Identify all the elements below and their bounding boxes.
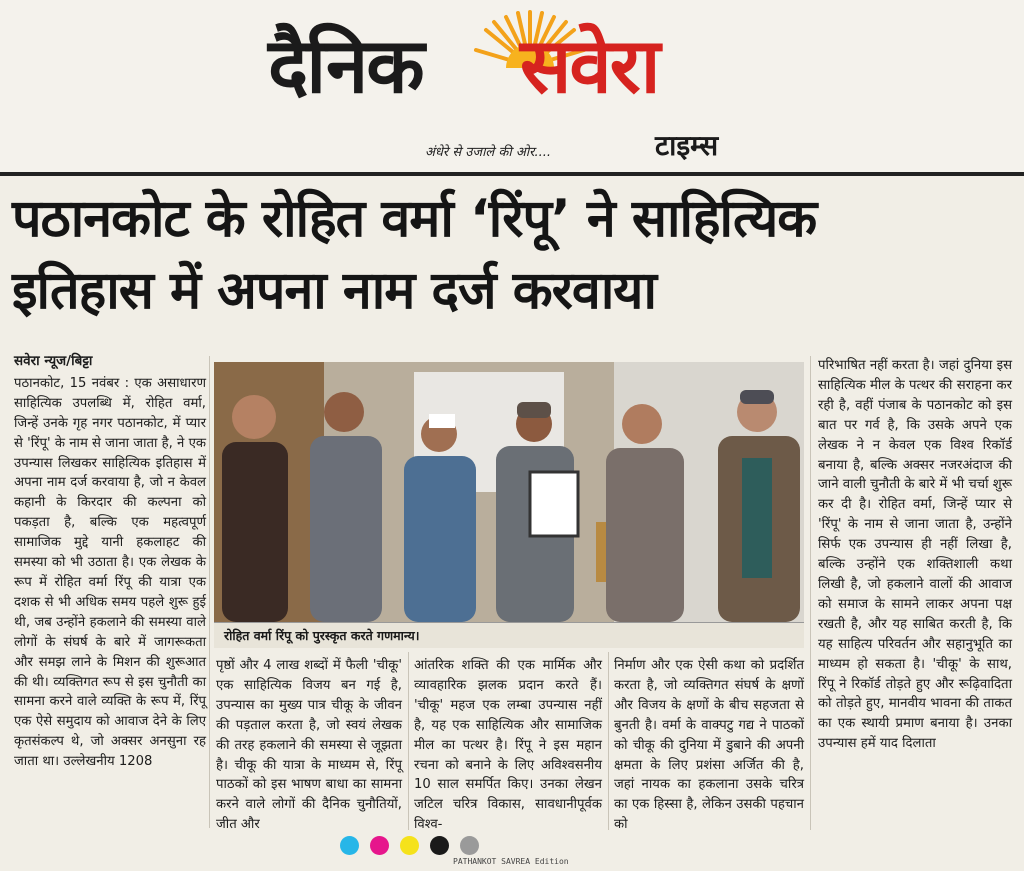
masthead-tagline: अंधेरे से उजाले की ओर.... (425, 145, 552, 160)
award-photo (214, 362, 804, 622)
masthead-name-dainik: दैनिक (268, 21, 423, 110)
magenta-dot-icon (370, 836, 389, 855)
article-column-1-text: पठानकोट, 15 नवंबर : एक असाधारण साहित्यिक उपलब्धि में, रोहित वर्मा, जिन्हें उनके गृह नगर पठानकोट, में प्यार से 'रिंपू' के नाम से जाना जाता है, ने एक उपन्यास लिखकर साहित्यिक इतिहास में अपना नाम दर्ज करवाया है, जो न केवल कहानी के किरदार की कल्पना को पकड़ता है, बल्कि एक महत्वपूर्ण सामाजिक मुद्दे यानी हकलाहट की समस्या को भी उठाता है। एक लेखक के रूप में रोहित वर्मा रिंपू की यात्रा एक दशक से भी अधिक समय पहले शुरू हुई थी, जब उन्होंने हकलाने की समस्या वाले लोगों के संघर्ष के बारे में जागरूकता और समझ लाने के मिशन की शुरूआत की थी। व्यक्तिगत रूप से इस चुनौती का सामना करने वाले व्यक्ति के रूप में, रिंपू एक ऐसे समुदाय को आवाज देने के लिए कृतसंकल्प थे, जो अक्सर अनसुना रह जाता था। उल्लेखनीय 1208 (14, 375, 206, 770)
cyan-dot-icon (340, 836, 359, 855)
registration-marks (340, 836, 490, 856)
masthead-rule (0, 172, 1024, 176)
column-divider (209, 356, 210, 828)
masthead (0, 0, 1024, 172)
black-dot-icon (430, 836, 449, 855)
article-column-2: पृष्ठों और 4 लाख शब्दों में फैली 'चीकू' एक साहित्यिक विजय बन गई है, उपन्यास का मुख्य पात्र चीकू के जीवन की पड़ताल करता है, जो स्वयं लेखक की तरह हकलाने की समस्या से जूझता है। चीकू की यात्रा के माध्यम से, रिंपू पाठकों को इस भाषण बाधा का सामना करने वाले लोगों की दैनिक चुनौतियों, जीत और (216, 658, 402, 833)
yellow-dot-icon (400, 836, 419, 855)
gray-dot-icon (460, 836, 479, 855)
column-divider (408, 652, 409, 830)
article-column-4: निर्माण और एक ऐसी कथा को प्रदर्शित करता है, जो व्यक्तिगत संघर्ष के क्षणों और विजय के क्षणों के बीच सहजता से बुनती है। वर्मा के वाक्पटु गद्य ने पाठकों को चीकू की दुनिया में डुबाने की अपनी क्षमता के लिए प्रशंसा अर्जित की है, जहां नायक का हकलाना उसके चरित्र का एक हिस्सा है, लेकिन उसकी पहचान को (614, 658, 804, 833)
article-column-1 (14, 352, 206, 832)
masthead-name-savera: सवेरा (520, 21, 659, 110)
byline: सवेरा न्यूज/बिट्टा (14, 353, 93, 369)
column-divider (810, 356, 811, 830)
headline-line-2: इतिहास में अपना नाम दर्ज करवाया (12, 261, 656, 322)
headline (12, 190, 1012, 320)
masthead-times: टाइम्स (655, 129, 719, 162)
headline-line-1: पठानकोट के रोहित वर्मा ‘रिंपू’ ने साहित्यिक (12, 189, 817, 249)
article-column-3: आंतरिक शक्ति की एक मार्मिक और व्यावहारिक झलक प्रदान करते हैं। 'चीकू' महज एक लम्बा उपन्यास नहीं है, यह एक साहित्यिक और सामाजिक मील का पत्थर है। रिंपू ने इस महान रचना को बनाने के लिए अविश्वसनीय 10 साल समर्पित किए। उनका लेखन जटिल चरित्र विकास, सावधानीपूर्वक विश्व- (414, 658, 602, 833)
article-column-5: परिभाषित नहीं करता है। जहां दुनिया इस साहित्यिक मील के पत्थर की सराहना कर रही है, वहीं पंजाब के पठानकोट को इस बात पर गर्व है, कि उसके अपने एक लेखक ने न केवल एक विश्व रिकॉर्ड बनाया है, बल्कि अक्सर नजरअंदाज की जाने वाली चुनौती के बारे में भी चर्चा शुरू कर दी है। रोहित वर्मा, जिन्हें प्यार से 'रिंपू' के नाम से जाना जाता है, उन्होंने सिर्फ एक उपन्यास ही नहीं लिखा है, बल्कि उन्होंने एक शक्तिशाली कथा लिखी है, जो हकलाने वालों की आवाज को समाज के सामने लाकर अपना पक्ष रखती है, और यह साबित करती है, कि यह साहित्य परिवर्तन और सहानुभूति का माध्यम हो सकता है। 'चीकू' के साथ, रिंपू ने रिकॉर्ड तोड़ते हुए और रूढ़िवादिता को तोड़ते हुए, मानवीय भावना की ताकत का एक स्थायी प्रमाण बनाया है। उनका उपन्यास हमें याद दिलाता (818, 358, 1012, 752)
column-divider (608, 652, 609, 830)
photo-caption: रोहित वर्मा रिंपू को पुरस्कृत करते गणमान्य। (214, 622, 804, 648)
edition-label: PATHANKOT SAVREA Edition (453, 857, 569, 866)
